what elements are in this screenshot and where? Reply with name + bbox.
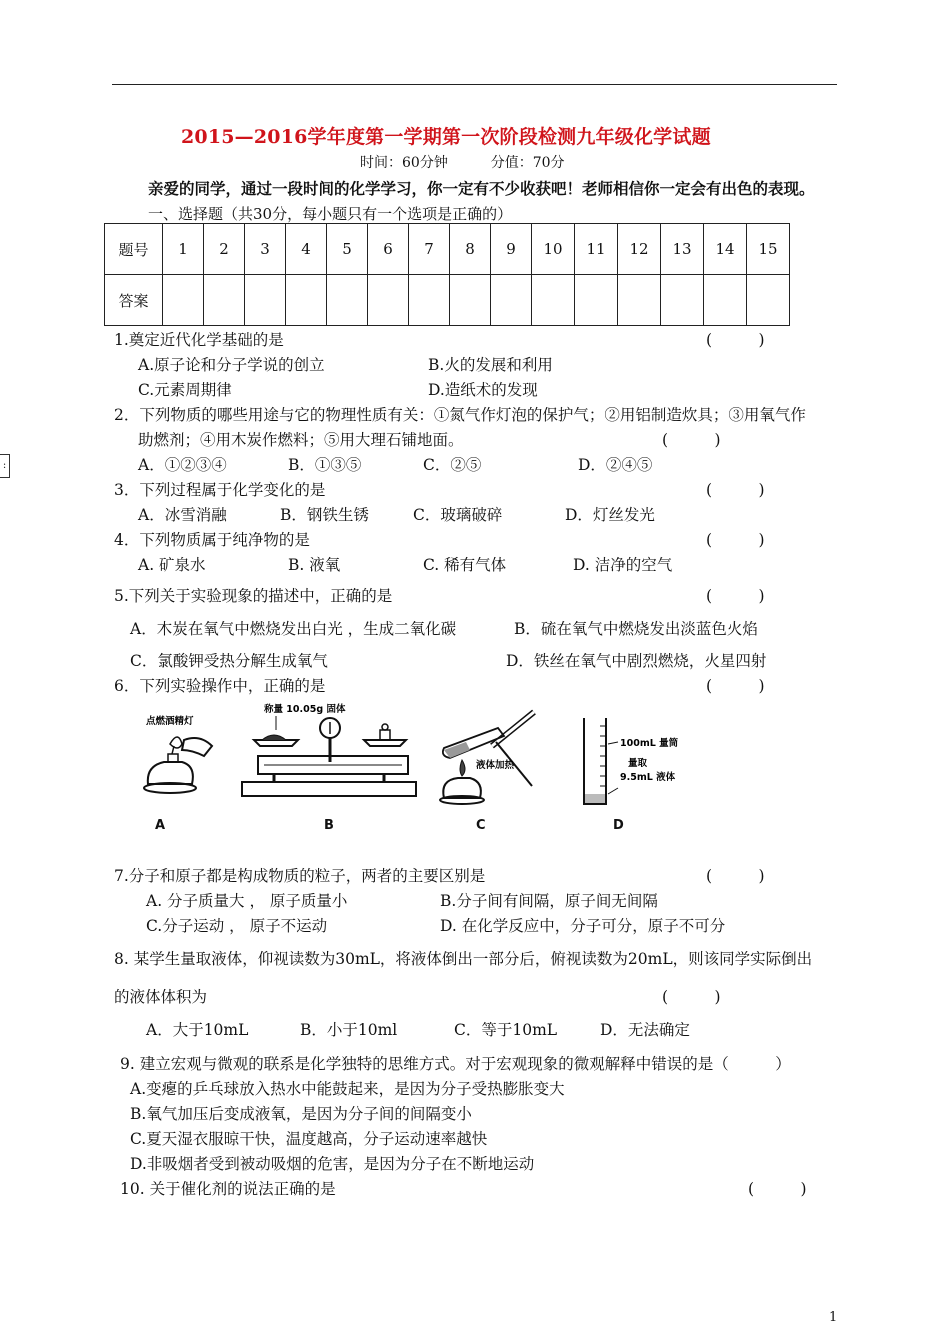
answer-cell[interactable] <box>575 275 618 326</box>
question-4-option-c: C. 稀有气体 <box>423 556 507 574</box>
question-6-stem: 6．下列实验操作中，正确的是 <box>114 677 326 695</box>
question-4-option-a: A. 矿泉水 <box>138 556 206 574</box>
answer-cell[interactable] <box>704 275 747 326</box>
question-1-option-a: A.原子论和分子学说的创立 <box>138 356 325 374</box>
question-9-option-c: C.夏天湿衣服晾干快，温度越高，分子运动速率越快 <box>130 1130 488 1148</box>
figure-b-caption: 称量 10.05g 固体 <box>264 704 346 715</box>
figure-b-balance <box>234 700 424 808</box>
answer-blank: ( ) <box>662 431 721 449</box>
question-8-option-a: A．大于10mL <box>146 1021 249 1039</box>
table-cell-number: 12 <box>618 224 661 275</box>
figure-a-caption: 点燃酒精灯 <box>146 716 194 727</box>
question-3-option-a: A．冰雪消融 <box>138 506 227 524</box>
answer-blank: ( ) <box>748 1180 807 1198</box>
answer-blank: ( ) <box>706 531 765 549</box>
answer-cell[interactable] <box>327 275 368 326</box>
answer-cell[interactable] <box>368 275 409 326</box>
question-8-stem-cont: 的液体体积为 <box>114 988 208 1006</box>
answer-blank: ( ) <box>706 331 765 349</box>
answer-blank: ( ) <box>706 677 765 695</box>
question-5-stem: 5.下列关于实验现象的描述中，正确的是 <box>114 587 393 605</box>
figure-d-graduated-cylinder <box>578 712 688 808</box>
question-5-option-a: A．木炭在氧气中燃烧发出白光 ，生成二氧化碳 <box>130 620 457 638</box>
page-number: 1 <box>829 1310 838 1325</box>
answer-cell[interactable] <box>491 275 532 326</box>
answer-cell[interactable] <box>245 275 286 326</box>
question-7-stem: 7.分子和原子都是构成物质的粒子，两者的主要区别是 <box>114 867 486 885</box>
table-cell-number: 7 <box>409 224 450 275</box>
question-7-option-b: B.分子间有间隔，原子间无间隔 <box>440 892 658 910</box>
intro-text: 亲爱的同学，通过一段时间的化学学习，你一定有不少收获吧！老师相信你一定会有出色的表现。 <box>148 179 815 198</box>
answer-cell[interactable] <box>409 275 450 326</box>
answer-table-answer-row <box>105 275 790 326</box>
table-cell-number: 8 <box>450 224 491 275</box>
question-2-option-b: B．①③⑤ <box>288 456 362 474</box>
exam-meta <box>360 152 565 172</box>
answer-table-number-row <box>105 224 790 275</box>
question-1-option-b: B.火的发展和利用 <box>428 356 553 374</box>
table-header-answer: 答案 <box>105 275 163 326</box>
question-3-stem: 3．下列过程属于化学变化的是 <box>114 481 326 499</box>
question-9-option-a: A.变瘪的乒乓球放入热水中能鼓起来，是因为分子受热膨胀变大 <box>130 1080 565 1098</box>
question-9-stem: 9. 建立宏观与微观的联系是化学独特的思维方式。对于宏观现象的微观解释中错误的是（ ） <box>120 1055 791 1073</box>
question-3-option-b: B．钢铁生锈 <box>280 506 369 524</box>
table-cell-number: 11 <box>575 224 618 275</box>
table-cell-number: 6 <box>368 224 409 275</box>
question-1-option-c: C.元素周期律 <box>138 381 232 399</box>
figure-c-caption: 液体加热 <box>476 760 515 771</box>
question-7-option-c: C.分子运动 ， 原子不运动 <box>146 917 328 935</box>
question-2-stem: 2．下列物质的哪些用途与它的物理性质有关：①氮气作灯泡的保护气；②用铝制造炊具；③用氧气作 <box>114 406 806 424</box>
question-7-option-a: A. 分子质量大 ， 原子质量小 <box>146 892 348 910</box>
question-8-option-c: C．等于10mL <box>454 1021 558 1039</box>
answer-cell[interactable] <box>204 275 245 326</box>
question-1-stem: 1.奠定近代化学基础的是 <box>114 331 284 349</box>
question-8-option-d: D．无法确定 <box>600 1021 690 1039</box>
answer-cell[interactable] <box>286 275 327 326</box>
question-3-option-d: D．灯丝发光 <box>565 506 655 524</box>
figure-c-heating-liquid <box>436 702 556 808</box>
table-cell-number: 15 <box>747 224 790 275</box>
time-limit: 时间：60分钟 <box>360 155 448 171</box>
figure-label-c: C <box>476 818 486 833</box>
table-cell-number: 2 <box>204 224 245 275</box>
section-heading: 一、选择题（共30分，每小题只有一个选项是正确的） <box>148 205 513 223</box>
figure-d-caption-measure: 量取 <box>628 758 648 769</box>
table-cell-number: 14 <box>704 224 747 275</box>
answer-blank: ( ) <box>706 867 765 885</box>
answer-blank: ( ) <box>662 988 721 1006</box>
binding-margin-mark: : <box>0 454 10 478</box>
table-cell-number: 1 <box>163 224 204 275</box>
answer-cell[interactable] <box>747 275 790 326</box>
figure-a-lighting-lamp <box>134 710 224 805</box>
answer-cell[interactable] <box>618 275 661 326</box>
total-score: 分值：70分 <box>490 155 565 171</box>
question-2-option-d: D．②④⑤ <box>578 456 653 474</box>
answer-cell[interactable] <box>661 275 704 326</box>
question-2-option-c: C．②⑤ <box>423 456 482 474</box>
figure-label-d: D <box>613 818 624 833</box>
question-1-option-d: D.造纸术的发现 <box>428 381 538 399</box>
table-cell-number: 13 <box>661 224 704 275</box>
question-10-stem: 10. 关于催化剂的说法正确的是 <box>120 1180 336 1198</box>
answer-cell[interactable] <box>532 275 575 326</box>
answer-table <box>104 223 790 326</box>
table-cell-number: 10 <box>532 224 575 275</box>
question-4-option-d: D. 洁净的空气 <box>573 556 673 574</box>
question-8-option-b: B．小于10ml <box>300 1021 398 1039</box>
table-cell-number: 5 <box>327 224 368 275</box>
question-5-option-c: C．氯酸钾受热分解生成氧气 <box>130 652 328 670</box>
table-cell-number: 3 <box>245 224 286 275</box>
table-cell-number: 4 <box>286 224 327 275</box>
question-2-stem-cont: 助燃剂；④用木炭作燃料；⑤用大理石铺地面。 <box>138 431 464 449</box>
figure-d-caption-cylinder: 100mL 量筒 <box>620 738 679 749</box>
answer-blank: ( ) <box>706 587 765 605</box>
answer-blank: ( ) <box>706 481 765 499</box>
header-rule <box>112 84 837 85</box>
table-header-question-number: 题号 <box>105 224 163 275</box>
question-7-option-d: D. 在化学反应中，分子可分，原子不可分 <box>440 917 726 935</box>
question-4-option-b: B. 液氧 <box>288 556 341 574</box>
figure-d-caption-volume: 9.5mL 液体 <box>620 772 676 783</box>
figure-label-a: A <box>155 818 166 833</box>
answer-cell[interactable] <box>163 275 204 326</box>
question-2-option-a: A．①②③④ <box>138 456 227 474</box>
question-9-option-b: B.氧气加压后变成液氧，是因为分子间的间隔变小 <box>130 1105 472 1123</box>
table-cell-number: 9 <box>491 224 532 275</box>
question-5-option-d: D．铁丝在氧气中剧烈燃烧，火星四射 <box>506 652 767 670</box>
question-3-option-c: C．玻璃破碎 <box>413 506 503 524</box>
exam-title: 2015—2016学年度第一学期第一次阶段检测九年级化学试题 <box>181 126 711 148</box>
answer-cell[interactable] <box>450 275 491 326</box>
question-8-stem: 8. 某学生量取液体，仰视读数为30mL，将液体倒出一部分后，俯视读数为20mL，则该同学实际倒出 <box>114 950 813 968</box>
question-9-option-d: D.非吸烟者受到被动吸烟的危害，是因为分子在不断地运动 <box>130 1155 535 1173</box>
question-5-option-b: B．硫在氧气中燃烧发出淡蓝色火焰 <box>514 620 758 638</box>
question-4-stem: 4．下列物质属于纯净物的是 <box>114 531 310 549</box>
figure-label-b: B <box>324 818 334 833</box>
